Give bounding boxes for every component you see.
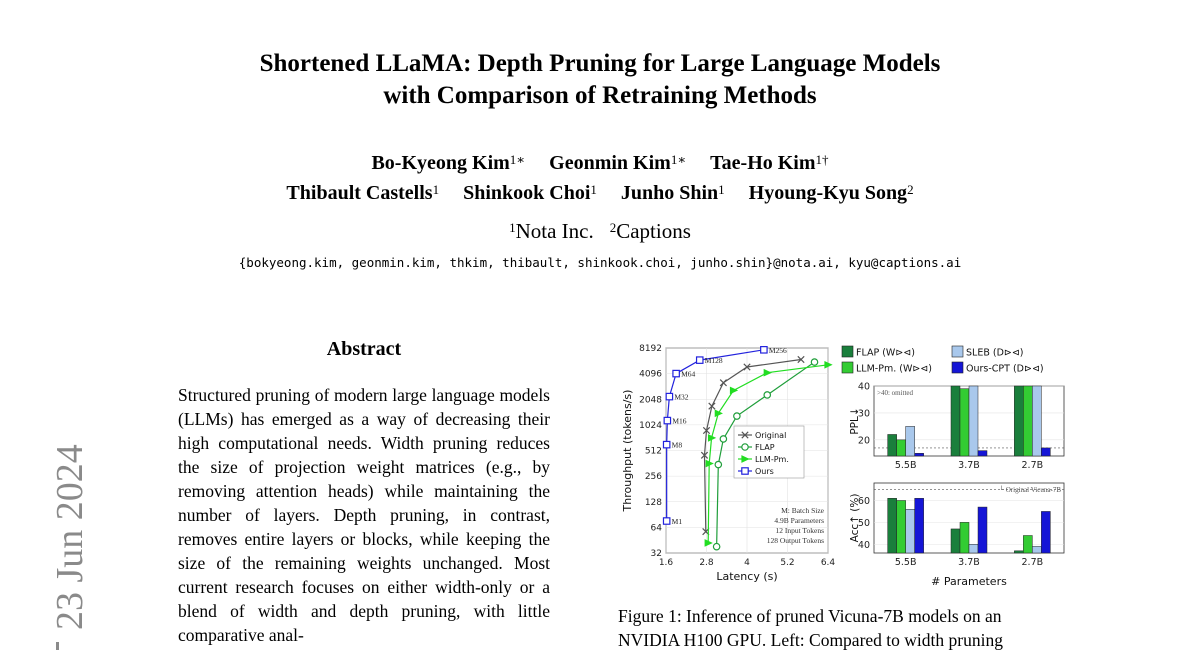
abstract-text: Structured pruning of modern large language models (LLMs) has emerged as a way of decreasing their high computational needs. Width pruning reduces the size of projection weight matrices (e.g., by removing attention heads) while maintaining the number of layers. Depth pruning, in contrast, removes entire layers or blocks, while keeping the size of the remaining weights unchanged. Most current research focuses on either width-only or a blend of width and depth pruning, with little comparative anal- bbox=[178, 385, 550, 645]
point-label: M64 bbox=[681, 369, 696, 379]
data-point bbox=[761, 347, 767, 353]
legend-label: FLAP (W⊳⊲) bbox=[856, 347, 915, 359]
author-row2-3 bbox=[749, 178, 914, 208]
author-name: Shinkook Choi bbox=[463, 182, 591, 204]
author-row1-2 bbox=[710, 148, 828, 178]
y-tick-label: 40 bbox=[857, 381, 870, 393]
caption-line-1: Figure 1: Inference of pruned Vicuna-7B models on an bbox=[618, 606, 1002, 626]
bar bbox=[915, 498, 924, 553]
author-row2-2 bbox=[621, 178, 725, 208]
data-point bbox=[734, 413, 740, 419]
author-mark: 1∗ bbox=[670, 152, 687, 167]
bar bbox=[951, 386, 960, 456]
data-point bbox=[663, 441, 669, 447]
x-tick-label: 4 bbox=[744, 558, 750, 568]
legend-label: LLM-Pm. (W⊳⊲) bbox=[856, 363, 932, 375]
y-tick-label: 4096 bbox=[639, 369, 662, 380]
title-line-2: with Comparison of Retraining Methods bbox=[383, 82, 817, 109]
x-tick-label: 5.5B bbox=[894, 557, 917, 568]
data-point bbox=[742, 444, 748, 450]
bar bbox=[897, 440, 906, 456]
bar bbox=[915, 453, 924, 456]
y-tick-label: 64 bbox=[650, 523, 662, 534]
bar bbox=[1032, 546, 1041, 553]
legend-label: FLAP bbox=[755, 443, 775, 452]
legend-label: LLM-Pm. bbox=[755, 455, 789, 464]
y-tick-label: 8192 bbox=[639, 344, 662, 354]
data-point bbox=[811, 359, 817, 365]
arxiv-stamp bbox=[18, 430, 98, 650]
y-tick-label: 512 bbox=[644, 446, 662, 457]
x-tick-label: 2.8 bbox=[699, 558, 714, 568]
author-mark: 1 bbox=[718, 182, 725, 197]
paper-title bbox=[0, 48, 1200, 112]
x-axis-label: # Parameters bbox=[931, 575, 1007, 588]
affiliation-0 bbox=[509, 216, 594, 246]
bar bbox=[951, 529, 960, 553]
author-row1-1 bbox=[549, 148, 686, 178]
author-name: Junho Shin bbox=[620, 182, 719, 204]
abstract-heading: Abstract bbox=[326, 338, 402, 360]
x-tick-label: 2.7B bbox=[1021, 557, 1044, 568]
y-axis-label: PPL↓ bbox=[849, 407, 861, 435]
bar bbox=[1032, 386, 1041, 456]
author-name: Tae-Ho Kim bbox=[710, 152, 816, 174]
x-tick-label: 5.5B bbox=[894, 460, 917, 471]
data-point bbox=[673, 370, 679, 376]
bar bbox=[1041, 448, 1050, 456]
affiliations bbox=[0, 216, 1200, 246]
y-tick-label: 40 bbox=[857, 539, 870, 551]
author-row2-0 bbox=[286, 178, 439, 208]
x-axis-label: Latency (s) bbox=[716, 570, 778, 583]
arxiv-date: 23 Jun 2024 bbox=[49, 444, 91, 630]
y-tick-label: 30 bbox=[857, 408, 870, 420]
point-label: M32 bbox=[674, 392, 689, 402]
bar-subplot-1 bbox=[849, 483, 1064, 568]
x-tick-label: 3.7B bbox=[958, 460, 980, 471]
bar bbox=[960, 522, 969, 553]
legend-swatch bbox=[842, 362, 853, 373]
figure-1-charts bbox=[618, 340, 1068, 594]
data-point bbox=[715, 461, 721, 467]
author-row1-0 bbox=[371, 148, 525, 178]
author-mark: 1∗ bbox=[509, 152, 526, 167]
y-axis-label: Throughput (tokens/s) bbox=[621, 389, 634, 512]
bar-subplot-0 bbox=[849, 382, 1064, 472]
data-point bbox=[713, 543, 719, 549]
data-point bbox=[663, 518, 669, 524]
x-tick-label: 1.6 bbox=[658, 558, 674, 568]
author-emails: {bokyeong.kim, geonmin.kim, thkim, thibault, shinkook.choi, junho.shin}@nota.ai, kyu@captions.ai bbox=[238, 255, 962, 270]
subplot-annotation: >40: omitted bbox=[877, 389, 914, 397]
author-mark: 2 bbox=[907, 182, 914, 197]
bar bbox=[1023, 386, 1032, 456]
caption-line-2: NVIDIA H100 GPU. Left: Compared to width pruning bbox=[618, 630, 1003, 650]
author-name: Geonmin Kim bbox=[549, 152, 671, 174]
affiliation-mark: 1 bbox=[509, 220, 516, 235]
figure-1 bbox=[618, 340, 1068, 594]
bar bbox=[969, 386, 978, 456]
author-row-1 bbox=[0, 148, 1200, 178]
data-point bbox=[664, 417, 670, 423]
chart-note: M: Batch Size bbox=[781, 506, 824, 515]
y-tick-label: 256 bbox=[644, 472, 662, 483]
bar bbox=[1023, 536, 1032, 554]
y-tick-label: 50 bbox=[857, 517, 870, 529]
bar bbox=[1014, 551, 1023, 553]
bar bbox=[960, 389, 969, 456]
legend-label: Original bbox=[755, 431, 787, 440]
bar bbox=[906, 509, 915, 553]
author-list bbox=[0, 148, 1200, 208]
data-point bbox=[720, 436, 726, 442]
author-name: Hyoung-Kyu Song bbox=[748, 182, 908, 204]
legend-swatch bbox=[842, 346, 853, 357]
data-point bbox=[697, 357, 703, 363]
y-tick-label: 2048 bbox=[639, 395, 662, 406]
x-tick-label: 5.2 bbox=[780, 558, 795, 568]
x-tick-label: 2.7B bbox=[1021, 460, 1044, 471]
subplot-annotation: └ Original Vicuna-7B bbox=[999, 486, 1061, 494]
author-mark: 1 bbox=[590, 182, 597, 197]
point-label: M256 bbox=[768, 345, 787, 355]
y-tick-label: 1024 bbox=[639, 420, 662, 431]
x-tick-label: 6.4 bbox=[820, 558, 836, 568]
data-point bbox=[666, 393, 672, 399]
chart-note: 12 Input Tokens bbox=[775, 526, 824, 535]
data-point bbox=[742, 468, 748, 474]
affiliation-name: Captions bbox=[616, 219, 691, 243]
y-tick-label: 60 bbox=[857, 496, 870, 507]
chart-note: 4.9B Parameters bbox=[774, 516, 824, 525]
author-name: Thibault Castells bbox=[286, 182, 433, 204]
legend-label: Ours bbox=[755, 467, 774, 476]
bar bbox=[1014, 386, 1023, 456]
bar bbox=[906, 426, 915, 456]
author-row2-1 bbox=[463, 178, 597, 208]
point-label: M16 bbox=[672, 416, 687, 426]
title-line-1: Shortened LLaMA: Depth Pruning for Large Language Models bbox=[259, 50, 941, 77]
author-row-2 bbox=[0, 178, 1200, 208]
bar bbox=[969, 544, 978, 553]
y-tick-label: 128 bbox=[644, 497, 662, 508]
y-tick-label: 32 bbox=[650, 549, 662, 559]
point-label: M1 bbox=[671, 517, 683, 527]
affiliation-name: Nota Inc. bbox=[515, 219, 594, 243]
bar bbox=[888, 434, 897, 456]
y-tick-label: 20 bbox=[857, 435, 870, 447]
y-axis-label: Acc↑ (%) bbox=[849, 493, 861, 543]
author-mark: 1 bbox=[432, 182, 440, 197]
affiliation-mark: 2 bbox=[609, 220, 617, 235]
bar bbox=[978, 451, 987, 456]
point-label: M128 bbox=[704, 356, 723, 366]
figure-caption bbox=[618, 604, 1068, 652]
legend-swatch bbox=[952, 346, 963, 357]
bar bbox=[978, 507, 987, 553]
affiliation-1 bbox=[610, 216, 691, 246]
legend-label: Ours-CPT (D⊳⊲) bbox=[966, 363, 1044, 375]
chart-note: 128 Output Tokens bbox=[766, 536, 824, 545]
author-mark: 1† bbox=[815, 152, 829, 167]
bar bbox=[897, 501, 906, 554]
legend-swatch bbox=[952, 362, 963, 373]
data-point bbox=[764, 392, 770, 398]
bar bbox=[1041, 511, 1050, 553]
x-tick-label: 3.7B bbox=[958, 557, 980, 568]
legend-label: SLEB (D⊳⊲) bbox=[966, 347, 1024, 359]
author-name: Bo-Kyeong Kim bbox=[371, 152, 510, 174]
bar bbox=[888, 498, 897, 553]
point-label: M8 bbox=[671, 440, 683, 450]
